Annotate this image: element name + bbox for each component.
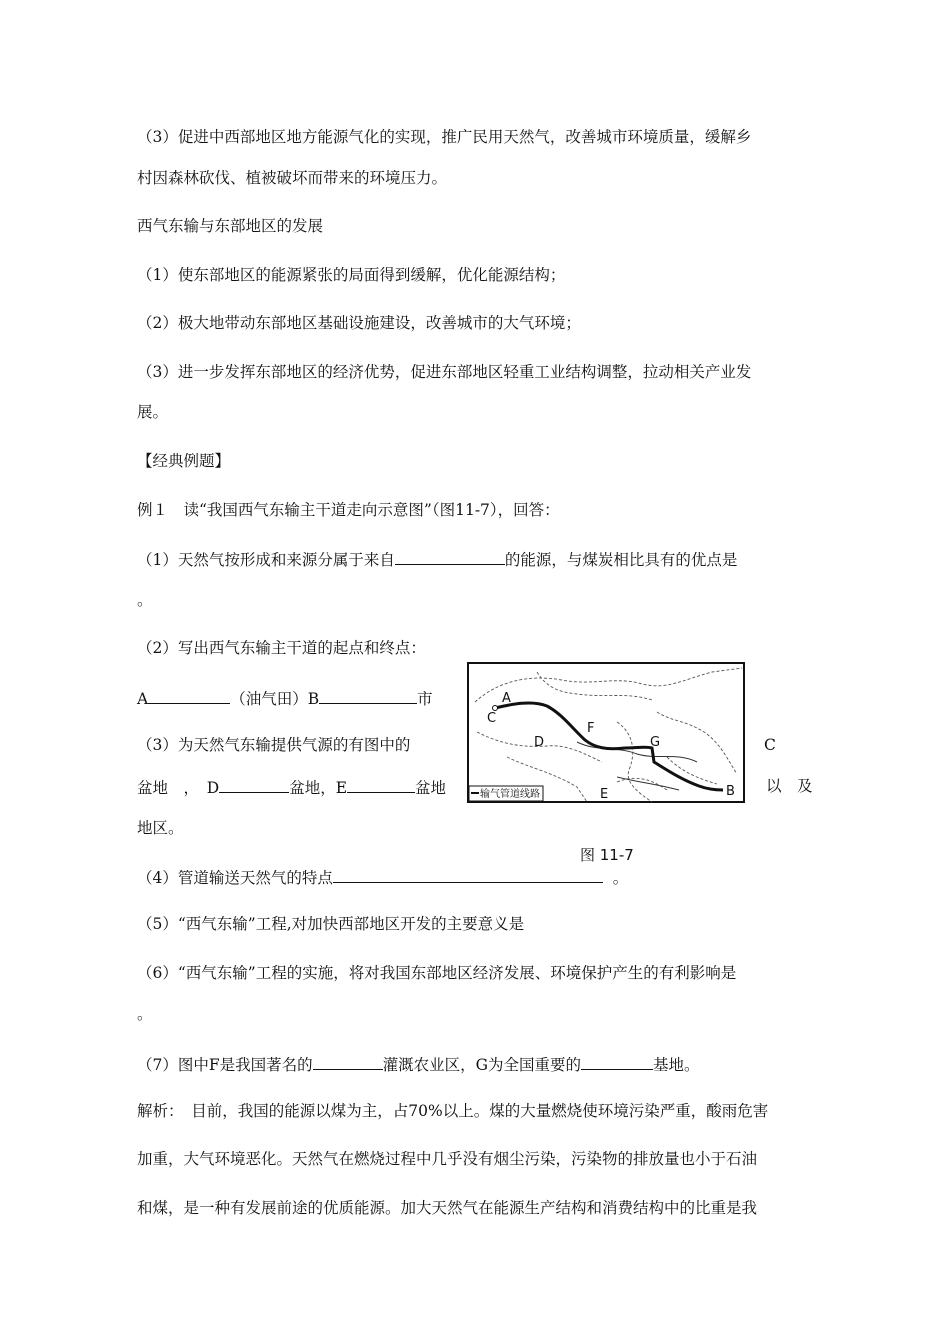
map-label-d: D <box>534 735 545 750</box>
example-intro: 例１ 读“我国西气东输主干道走向示意图”（图11-7），回答： <box>137 501 560 519</box>
question-6-line1: （6）“西气东输”工程的实施，将对我国东部地区经济发展、环境保护产生的有利影响是 <box>137 964 737 982</box>
answer-blank <box>333 866 603 883</box>
figure-caption: 图 11-7 <box>580 846 634 864</box>
east-point-2: （2）极大地带动东部地区基础设施建设，改善城市的大气环境； <box>137 314 581 332</box>
answer-blank <box>395 548 505 565</box>
question-4: （4）管道输送天然气的特点 。 <box>137 866 628 888</box>
answer-blank <box>219 776 289 793</box>
paragraph-3-line2: 村因森林砍伐、植被破坏而带来的环境压力。 <box>137 169 448 187</box>
section-heading-east: 西气东输与东部地区的发展 <box>137 217 324 235</box>
question-3-line2: 盆地 ， D 盆地，E 盆地 <box>137 776 446 798</box>
question-3-c: C <box>764 736 776 754</box>
map-label-e: E <box>600 787 609 802</box>
legend-label: 输气管道线路 <box>480 789 540 800</box>
analysis-line2: 加重，大气环境恶化。天然气在燃烧过程中几乎没有烟尘污染，污染物的排放量也小于石油 <box>137 1150 758 1168</box>
question-1-line1: （1）天然气按形成和来源分属于来自 的能源，与煤炭相比具有的优点是 <box>137 548 737 570</box>
answer-blank <box>319 687 417 704</box>
paragraph-3-line1: （3）促进中西部地区地方能源气化的实现，推广民用天然气，改善城市环境质量，缓解乡 <box>137 128 752 146</box>
map-label-g: G <box>650 735 661 750</box>
question-5: （5）“西气东输”工程,对加快西部地区开发的主要意义是 <box>137 915 525 933</box>
analysis-line1: 解析： 目前，我国的能源以煤为主，占70%以上。煤的大量燃烧使环境污染严重，酸雨危害 <box>137 1102 769 1120</box>
question-2-answers: A （油气田）B 市 <box>137 687 433 709</box>
east-point-3-line1: （3）进一步发挥东部地区的经济优势，促进东部地区轻重工业结构调整，拉动相关产业发 <box>137 363 752 381</box>
question-2: （2）写出西气东输主干道的起点和终点： <box>137 639 426 657</box>
east-point-3-line2: 展。 <box>137 403 169 421</box>
answer-blank <box>313 1053 383 1070</box>
pipeline-map-figure <box>467 662 745 803</box>
map-label-b: B <box>726 784 735 799</box>
answer-blank <box>347 776 415 793</box>
map-label-a: A <box>502 691 511 706</box>
start-point <box>493 706 498 711</box>
answer-blank <box>581 1053 653 1070</box>
question-1-line2: 。 <box>137 591 153 609</box>
examples-heading: 【经典例题】 <box>137 452 231 470</box>
question-3-line1: （3）为天然气东输提供气源的有图中的 <box>137 736 411 754</box>
question-3-line3: 地区。 <box>137 819 184 837</box>
east-point-1: （1）使东部地区的能源紧张的局面得到缓解，优化能源结构； <box>137 266 566 284</box>
question-7: （7）图中F是我国著名的 灌溉农业区，G为全国重要的 基地。 <box>137 1053 700 1075</box>
answer-blank <box>148 687 230 704</box>
analysis-line3: 和煤，是一种有发展前途的优质能源。加大天然气在能源生产结构和消费结构中的比重是我 <box>137 1199 758 1217</box>
map-label-f: F <box>587 721 595 736</box>
question-6-line2: 。 <box>137 1005 153 1023</box>
map-frame <box>468 663 744 802</box>
question-3-tail: 以 及 <box>766 777 813 795</box>
map-label-c: C <box>487 711 497 726</box>
